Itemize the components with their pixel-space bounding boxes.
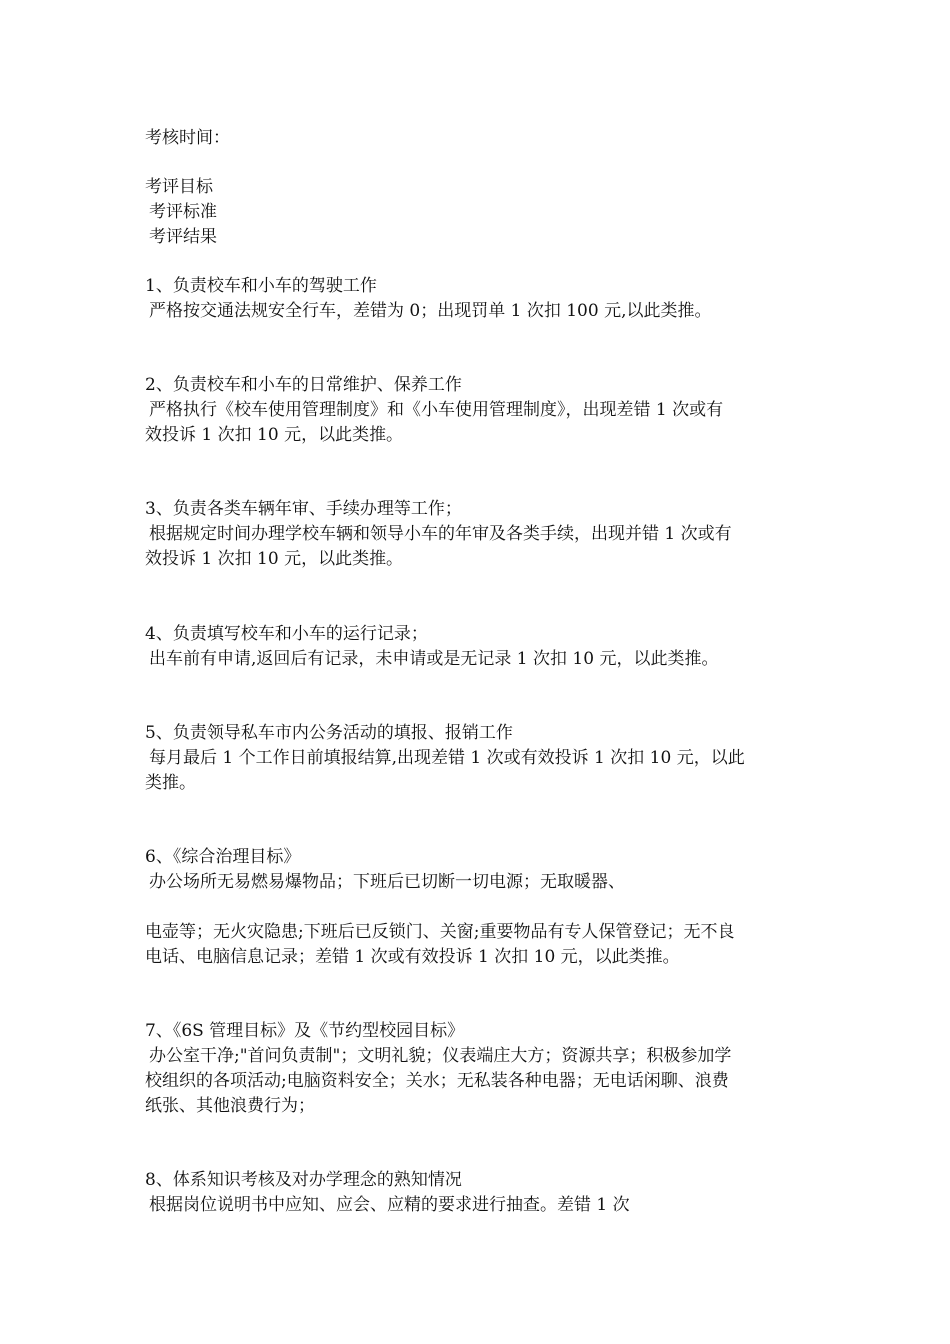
item-7-title: 7、《6S 管理目标》及《节约型校园目标》 bbox=[145, 1021, 465, 1041]
item-3-standard-line-2: 效投诉 1 次扣 10 元，以此类推。 bbox=[145, 549, 404, 569]
item-2-standard-line-1: 严格执行《校车使用管理制度》和《小车使用管理制度》，出现差错 1 次或有 bbox=[149, 400, 724, 420]
item-2-title: 2、负责校车和小车的日常维护、保养工作 bbox=[145, 375, 462, 395]
item-8-title: 8、体系知识考核及对办学理念的熟知情况 bbox=[145, 1170, 462, 1190]
item-1-standard-line-1: 严格按交通法规安全行车，差错为 0；出现罚单 1 次扣 100 元,以此类推。 bbox=[149, 301, 712, 321]
item-6-standard-line-2: 电壶等；无火灾隐患;下班后已反锁门、关窗;重要物品有专人保管登记；无不良 bbox=[145, 922, 735, 942]
column-standard-header: 考评标准 bbox=[149, 202, 217, 222]
item-3-title: 3、负责各类车辆年审、手续办理等工作； bbox=[145, 499, 462, 519]
item-7-standard-line-1: 办公室干净;"首问负责制"；文明礼貌；仪表端庄大方；资源共享；积极参加学 bbox=[149, 1046, 732, 1066]
item-1-title: 1、负责校车和小车的驾驶工作 bbox=[145, 276, 377, 296]
item-5-standard-line-2: 类推。 bbox=[145, 773, 196, 793]
item-5-title: 5、负责领导私车市内公务活动的填报、报销工作 bbox=[145, 723, 513, 743]
item-4-title: 4、负责填写校车和小车的运行记录； bbox=[145, 624, 428, 644]
item-4-standard-line-1: 出车前有申请,返回后有记录，未申请或是无记录 1 次扣 10 元，以此类推。 bbox=[149, 649, 719, 669]
item-6-title: 6、《综合治理目标》 bbox=[145, 847, 301, 867]
item-5-standard-line-1: 每月最后 1 个工作日前填报结算,出现差错 1 次或有效投诉 1 次扣 10 元，以此 bbox=[149, 748, 745, 768]
item-2-standard-line-2: 效投诉 1 次扣 10 元，以此类推。 bbox=[145, 425, 404, 445]
item-7-standard-line-3: 纸张、其他浪费行为； bbox=[145, 1096, 315, 1116]
item-6-standard-line-1: 办公场所无易燃易爆物品；下班后已切断一切电源；无取暖器、 bbox=[149, 872, 625, 892]
item-3-standard-line-1: 根据规定时间办理学校车辆和领导小车的年审及各类手续，出现并错 1 次或有 bbox=[149, 524, 732, 544]
item-7-standard-line-2: 校组织的各项活动;电脑资料安全；关水；无私装各种电器；无电话闲聊、浪费 bbox=[145, 1071, 729, 1091]
item-6-standard-line-3: 电话、电脑信息记录；差错 1 次或有效投诉 1 次扣 10 元，以此类推。 bbox=[145, 947, 680, 967]
assessment-time-label: 考核时间： bbox=[145, 128, 230, 148]
column-result-header: 考评结果 bbox=[149, 227, 217, 247]
item-8-standard-line-1: 根据岗位说明书中应知、应会、应精的要求进行抽查。差错 1 次 bbox=[149, 1195, 630, 1215]
column-target-header: 考评目标 bbox=[145, 177, 213, 197]
